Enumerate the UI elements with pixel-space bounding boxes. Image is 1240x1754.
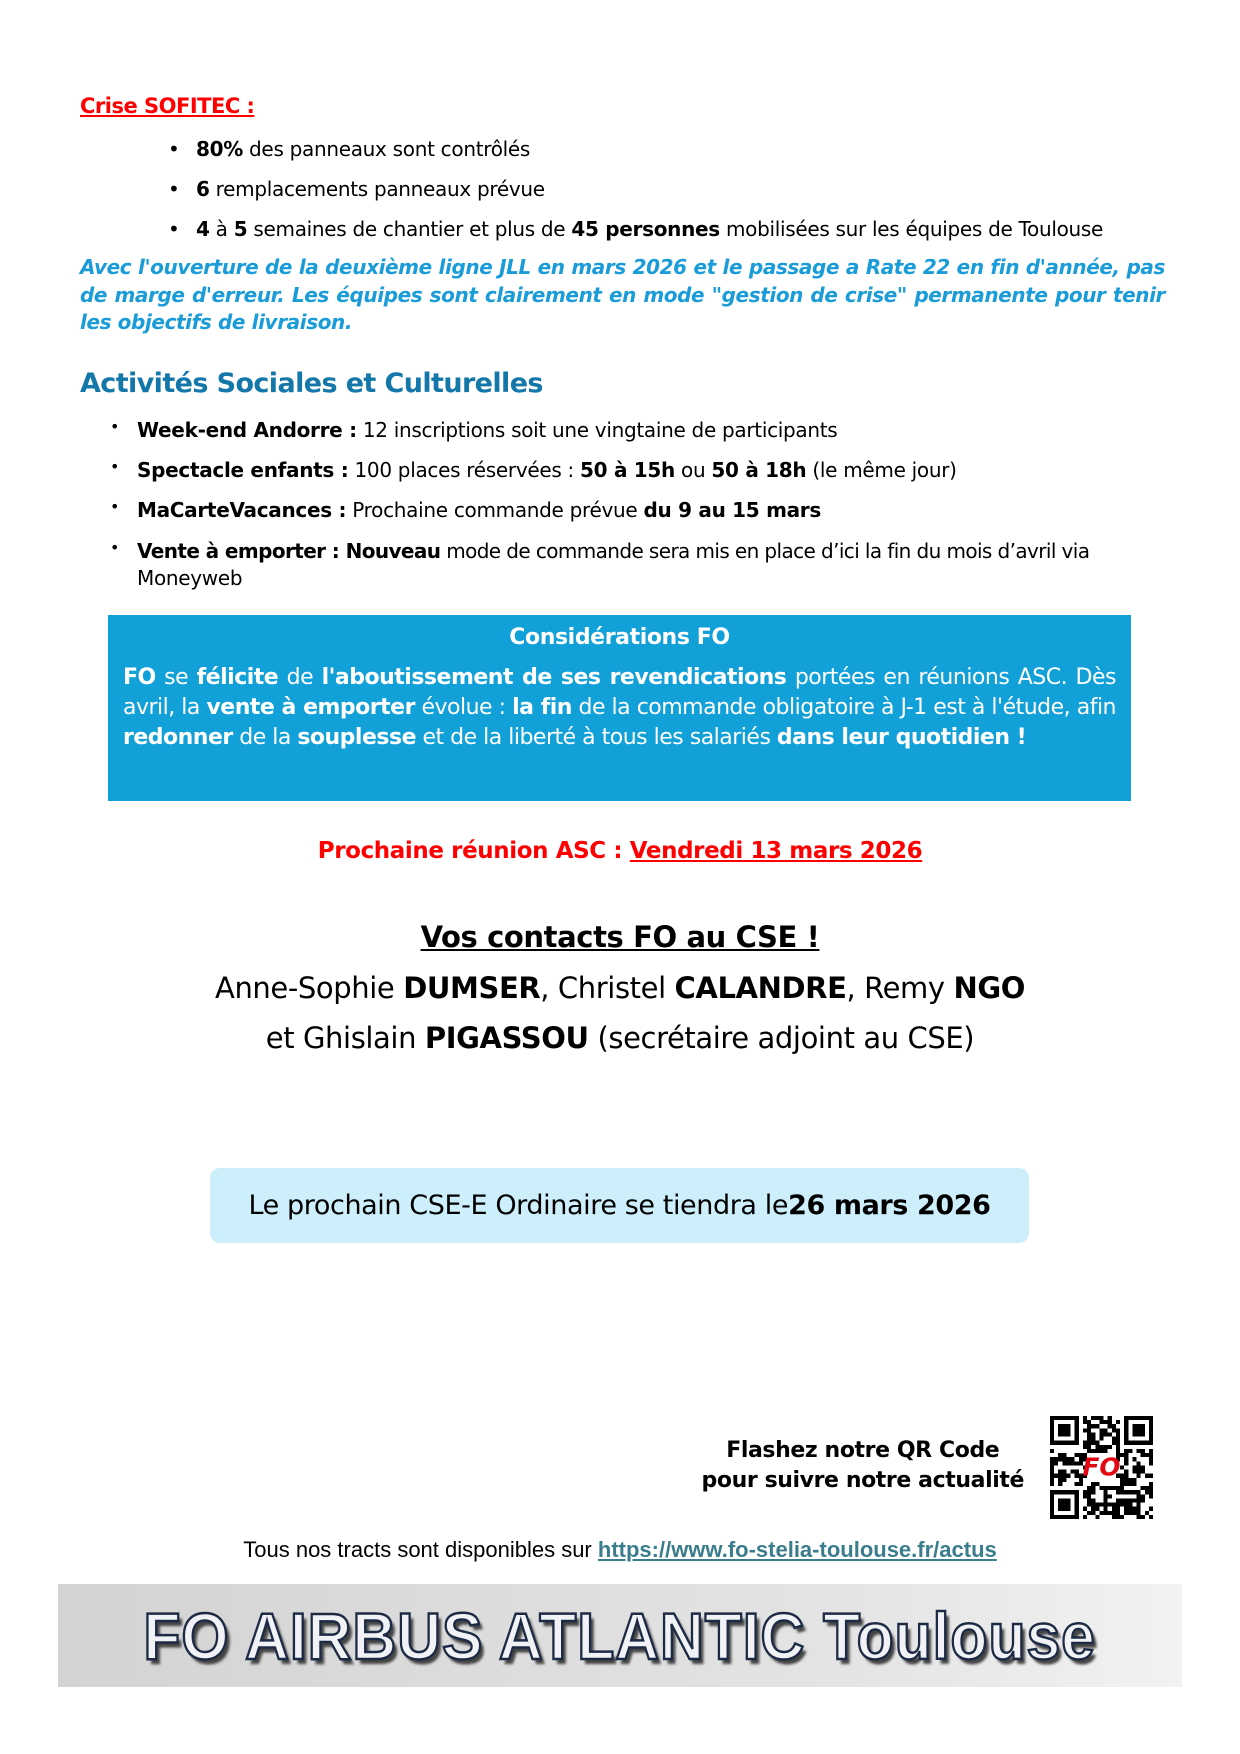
- bold-text: PIGASSOU: [424, 1021, 589, 1055]
- bold-text: 50 à 18h: [711, 458, 807, 482]
- bold-text: CALANDRE: [674, 971, 847, 1005]
- bullet-dot: •: [110, 538, 120, 557]
- qr-caption-line: pour suivre notre actualité: [701, 1468, 1024, 1493]
- tracts-label: Tous nos tracts sont disponibles sur: [243, 1537, 598, 1562]
- text: ou: [674, 458, 712, 482]
- bold-text: l'aboutissement de ses revendications: [321, 665, 787, 690]
- tracts-line: [0, 1537, 1240, 1563]
- bold-text: NGO: [953, 971, 1025, 1005]
- bullet-dot: •: [168, 137, 180, 161]
- text: Le prochain CSE-E Ordinaire se tiendra le: [248, 1190, 789, 1221]
- text: Prochaine commande prévue: [346, 498, 644, 522]
- footer-banner: [58, 1584, 1182, 1687]
- bullet-dot: •: [168, 177, 180, 201]
- text: , Christel: [540, 971, 675, 1005]
- text: à: [209, 217, 234, 241]
- bold-text: Vente à emporter : Nouveau: [137, 539, 441, 563]
- text: de: [278, 665, 322, 690]
- bold-text: souplesse: [297, 725, 417, 750]
- bold-text: dans leur quotidien !: [776, 725, 1027, 750]
- text: et de la liberté à tous les salariés: [416, 725, 777, 750]
- bold-text: DUMSER: [403, 971, 541, 1005]
- text: (secrétaire adjoint au CSE): [588, 1021, 975, 1055]
- bold-text: 26 mars 2026: [788, 1190, 991, 1221]
- text: et Ghislain: [265, 1021, 425, 1055]
- sofitec-note: Avec l'ouverture de la deuxième ligne JLL en mars 2026 et le passage a Rate 22 en fin d'année, pas de marge d'erreur. Les équipes sont clairement en mode "gestion de crise" permanente pour tenir les objectifs de livraison.: [80, 255, 1165, 334]
- contacts-line: [0, 1021, 1240, 1055]
- text: évolue :: [414, 695, 513, 720]
- bold-text: la fin: [512, 695, 572, 720]
- next-cse-box: [210, 1168, 1029, 1243]
- bold-text: du 9 au 15 mars: [643, 498, 821, 522]
- qr-code[interactable]: [1049, 1416, 1154, 1519]
- considerations-box: [108, 615, 1131, 801]
- text: se: [155, 665, 197, 690]
- text: (le même jour): [806, 458, 957, 482]
- bold-text: 45 personnes: [571, 217, 720, 241]
- tracts-link[interactable]: https://www.fo-stelia-toulouse.fr/actus: [597, 1537, 997, 1562]
- text: 100 places réservées :: [348, 458, 581, 482]
- considerations-title: Considérations FO: [509, 625, 730, 650]
- bold-text: redonner: [123, 725, 233, 750]
- text: mode de commande sera mis en place d’ici la fin du mois d’avril via: [440, 539, 1090, 563]
- contacts-line: [0, 971, 1240, 1005]
- text: portées en réunions ASC. Dès avril, la: [123, 665, 1116, 720]
- asc-bullet-continuation: Moneyweb: [137, 566, 243, 590]
- bold-text: MaCarteVacances :: [137, 498, 347, 522]
- sofitec-bullet: [196, 215, 1103, 243]
- section-heading-asc: Activités Sociales et Culturelles: [80, 368, 543, 399]
- bold-text: félicite: [196, 665, 279, 690]
- qr-caption-line: Flashez notre QR Code: [726, 1438, 1000, 1463]
- text: , Remy: [846, 971, 954, 1005]
- sofitec-bullet: [196, 175, 545, 203]
- bullet-dot: •: [168, 217, 180, 241]
- banner-logo-text: FO AIRBUS ATLANTIC Toulouse: [143, 1598, 1097, 1673]
- bold-text: FO: [123, 665, 156, 690]
- asc-bullet: [137, 456, 957, 484]
- bold-text: 50 à 15h: [580, 458, 675, 482]
- next-meeting: [0, 838, 1240, 864]
- asc-bullet: [137, 496, 821, 524]
- text: de la commande obligatoire à J-1 est à l'étude, afin: [571, 695, 1117, 720]
- qr-caption: [702, 1436, 1024, 1496]
- considerations-text: [123, 663, 1116, 753]
- text: remplacements panneaux prévue: [209, 177, 545, 201]
- section-title-sofitec: Crise SOFITEC :: [80, 94, 255, 118]
- bold-text: Week-end Andorre :: [137, 418, 357, 442]
- bullet-dot: •: [110, 497, 120, 516]
- next-meeting-date: Vendredi 13 mars 2026: [629, 838, 923, 864]
- text: semaines de chantier et plus de: [247, 217, 572, 241]
- bold-text: 80%: [196, 137, 243, 161]
- text: des panneaux sont contrôlés: [242, 137, 531, 161]
- bullet-dot: •: [110, 457, 120, 476]
- text: 12 inscriptions soit une vingtaine de participants: [356, 418, 838, 442]
- svg-text:FO: FO: [1082, 1452, 1121, 1482]
- next-meeting-label: Prochaine réunion ASC :: [317, 838, 630, 864]
- bold-text: 6: [196, 177, 210, 201]
- asc-bullet: [137, 416, 837, 444]
- text: Anne-Sophie: [215, 971, 404, 1005]
- bold-text: 5: [233, 217, 248, 241]
- text: mobilisées sur les équipes de Toulouse: [719, 217, 1104, 241]
- sofitec-bullet: [196, 135, 530, 163]
- bold-text: vente à emporter: [206, 695, 415, 720]
- bold-text: Spectacle enfants :: [137, 458, 349, 482]
- text: de la: [232, 725, 298, 750]
- contacts-title: Vos contacts FO au CSE !: [420, 920, 820, 954]
- bold-text: 4: [196, 217, 210, 241]
- bullet-dot: •: [110, 417, 120, 436]
- asc-bullet: [137, 537, 1089, 565]
